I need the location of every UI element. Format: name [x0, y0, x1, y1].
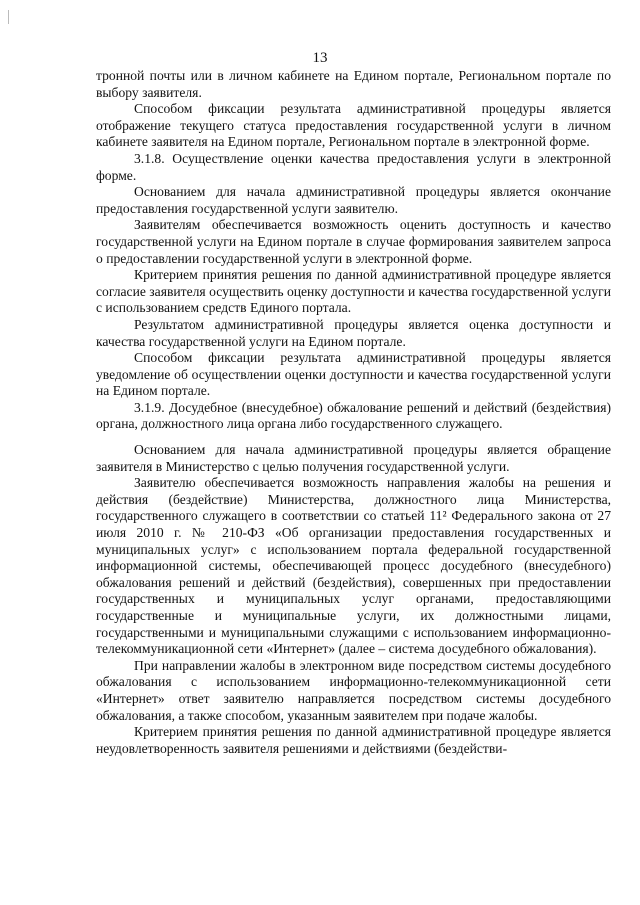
paragraph: Основанием для начала административной процедуры является обращение заявителя в Министерство с целью получения государственной услуги.	[96, 442, 611, 474]
section-heading: 3.1.8. Осуществление оценки качества предоставления услуги в электронной форме.	[96, 150, 611, 183]
paragraph: тронной почты или в личном кабинете на Едином портале, Региональном портале по выбору заявителя.	[96, 68, 611, 100]
paragraph: Критерием принятия решения по данной административной процедуре является неудовлетворенность заявителя решениями и действиями (бездействи-	[96, 724, 611, 756]
document-body	[96, 68, 611, 757]
paragraph: Критерием принятия решения по данной административной процедуре является согласие заявителя осуществить оценку доступности и качества государственной услуги с использованием средств Единого портала.	[96, 267, 611, 316]
section-heading: 3.1.9. Досудебное (внесудебное) обжалование решений и действий (бездействия) органа, должностного лица органа либо государственного служащего.	[96, 399, 611, 432]
paragraph: Заявителю обеспечивается возможность направления жалобы на решения и действия (бездействие) Министерства, должностного лица Министерства, государственного служащего в соответствии со статьей 11² Федерального закона от 27 июля 2010 г. № 210-ФЗ «Об организации предоставления государственных и муниципальных услуг» с использованием портала федеральной государственной информационной системы, обеспечивающей процесс досудебного (внесудебного) обжалования решений и действий (бездействия), совершенных при предоставлении государственных и муниципальных услуг органами, предоставляющими государственные и муниципальные услуги, их должностными лицами, государственными и муниципальными служащими с использованием информационно-телекоммуникационной сети «Интернет» (далее – система досудебного обжалования).	[96, 475, 611, 657]
page-number: 13	[312, 50, 328, 66]
paragraph: Основанием для начала административной процедуры является окончание предоставления государственной услуги заявителю.	[96, 184, 611, 216]
paragraph: Результатом административной процедуры является оценка доступности и качества государственной услуги на Едином портале.	[96, 316, 611, 349]
paragraph: Способом фиксации результата административной процедуры является отображение текущего статуса предоставления государственной услуги в личном кабинете заявителя на Едином портале, Региональном портале в электронной форме.	[96, 101, 611, 150]
scan-margin-mark	[8, 10, 9, 24]
paragraph: При направлении жалобы в электронном виде посредством системы досудебного обжалования с использованием информационно-телекоммуникационной сети «Интернет» ответ заявителю направляется посредством системы досудебного обжалования, а также способом, указанным заявителем при подаче жалобы.	[96, 657, 611, 723]
paragraph: Способом фиксации результата административной процедуры является уведомление об осуществлении оценки доступности и качества государственной услуги на Едином портале.	[96, 350, 611, 399]
paragraph: Заявителям обеспечивается возможность оценить доступность и качество государственной услуги на Едином портале в случае формирования заявителем запроса о предоставлении государственной услуги в электронной форме.	[96, 217, 611, 266]
